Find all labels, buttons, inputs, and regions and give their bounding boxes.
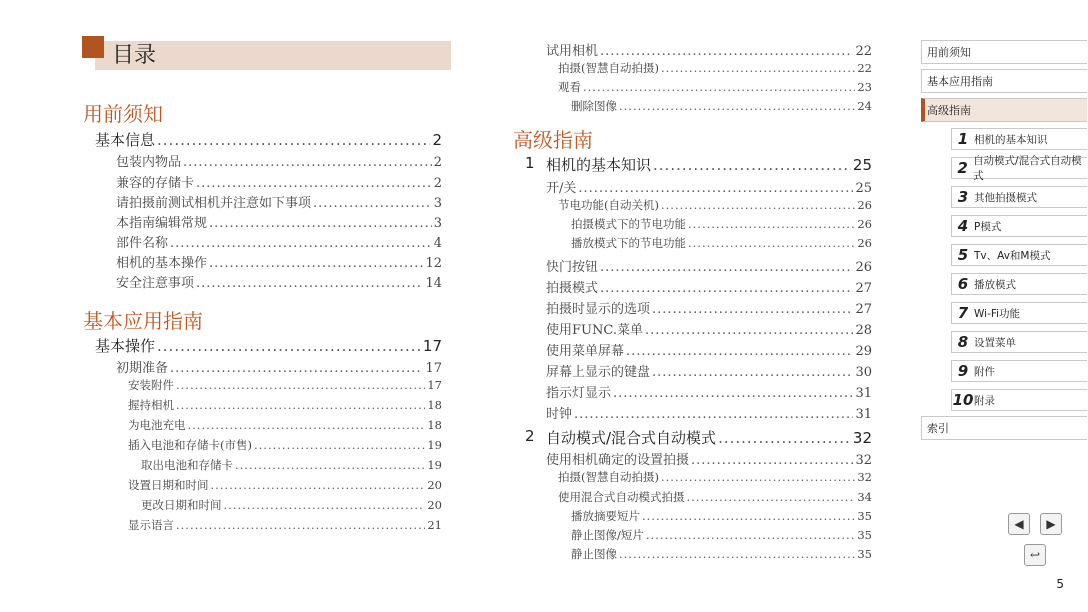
sidebar-chapter-9[interactable] bbox=[951, 360, 1087, 382]
toc-entry[interactable] bbox=[128, 477, 442, 493]
leader-dots bbox=[661, 61, 855, 75]
toc-entry[interactable] bbox=[128, 377, 442, 393]
toc-entry[interactable] bbox=[558, 489, 872, 505]
toc-entry-page: 17 bbox=[427, 378, 442, 392]
toc-entry-page: 29 bbox=[855, 344, 872, 359]
leader-dots bbox=[688, 217, 855, 231]
toc-entry-label: 使用相机确定的设置拍摄 bbox=[546, 453, 690, 468]
toc-entry[interactable] bbox=[546, 154, 872, 175]
leader-dots bbox=[235, 458, 425, 472]
toc-entry[interactable] bbox=[116, 212, 442, 231]
toc-entry[interactable] bbox=[571, 216, 872, 232]
title-marker bbox=[82, 36, 104, 58]
chapter-number: 10 bbox=[952, 391, 974, 409]
toc-entry-label: 播放摘要短片 bbox=[571, 509, 640, 523]
toc-entry-label: 拍摄模式 bbox=[546, 281, 599, 296]
chapter-number: 3 bbox=[957, 188, 969, 206]
toc-entry-page: 34 bbox=[857, 490, 872, 504]
toc-entry-label: 基本信息 bbox=[95, 131, 156, 149]
chapter-number-2: 2 bbox=[525, 427, 535, 445]
toc-entry[interactable] bbox=[116, 172, 442, 191]
toc-entry-label: 插入电池和存储卡(市售) bbox=[128, 438, 252, 452]
toc-entry[interactable] bbox=[116, 151, 442, 170]
chapter-label: 附件 bbox=[974, 365, 995, 378]
toc-entry-page: 4 bbox=[433, 236, 442, 251]
toc-entry-page: 35 bbox=[857, 509, 872, 523]
leader-dots bbox=[211, 478, 426, 492]
chapter-number: 4 bbox=[957, 217, 969, 235]
toc-entry[interactable] bbox=[116, 192, 442, 211]
toc-entry-label: 显示语言 bbox=[128, 518, 174, 532]
leader-dots bbox=[646, 528, 855, 542]
leader-dots bbox=[578, 181, 853, 196]
arrow-right-icon: ▶ bbox=[1046, 517, 1056, 531]
toc-entry[interactable] bbox=[546, 298, 872, 317]
toc-entry-page: 22 bbox=[857, 61, 872, 75]
return-button[interactable] bbox=[1024, 544, 1046, 566]
toc-entry-label: 节电功能(自动关机) bbox=[558, 198, 659, 212]
toc-entry-page: 2 bbox=[433, 155, 442, 170]
toc-entry-label: 更改日期和时间 bbox=[141, 498, 222, 512]
toc-entry-page: 28 bbox=[855, 323, 872, 338]
chapter-number: 6 bbox=[957, 275, 969, 293]
leader-dots bbox=[691, 453, 853, 468]
toc-entry[interactable] bbox=[128, 437, 442, 453]
sidebar-item-label: 基本应用指南 bbox=[927, 75, 993, 88]
toc-entry-page: 18 bbox=[427, 398, 442, 412]
toc-entry-page: 24 bbox=[857, 99, 872, 113]
toc-entry-page: 30 bbox=[855, 365, 872, 380]
page-title: 目录 bbox=[112, 43, 157, 68]
leader-dots bbox=[254, 438, 425, 452]
toc-entry-page: 3 bbox=[433, 196, 442, 211]
prev-page-button[interactable] bbox=[1008, 513, 1030, 535]
toc-entry-label: 观看 bbox=[558, 80, 581, 94]
toc-entry-label: 静止图像 bbox=[571, 547, 617, 561]
toc-entry[interactable] bbox=[571, 508, 872, 524]
toc-entry-page: 26 bbox=[857, 198, 872, 212]
toc-entry[interactable] bbox=[546, 449, 872, 468]
toc-entry-label: 拍摄(智慧自动拍摄) bbox=[558, 61, 659, 75]
toc-entry[interactable] bbox=[116, 357, 442, 376]
sidebar-chapter-4[interactable] bbox=[951, 215, 1087, 237]
toc-entry[interactable] bbox=[141, 497, 442, 513]
section-heading-advanced: 高级指南 bbox=[513, 128, 593, 152]
chapter-number: 2 bbox=[957, 159, 968, 177]
chapter-number: 8 bbox=[957, 333, 969, 351]
toc-entry-label: 安装附件 bbox=[128, 378, 174, 392]
leader-dots bbox=[583, 80, 855, 94]
toc-entry-page: 27 bbox=[855, 302, 872, 317]
leader-dots bbox=[642, 509, 855, 523]
sidebar-item-2[interactable] bbox=[921, 98, 1087, 122]
sidebar-item-label: 索引 bbox=[927, 422, 949, 435]
toc-entry-label: 开/关 bbox=[546, 181, 577, 196]
toc-entry-label: 屏幕上显示的键盘 bbox=[546, 365, 651, 380]
leader-dots bbox=[619, 547, 855, 561]
toc-entry[interactable] bbox=[116, 252, 442, 271]
toc-entry-label: 拍摄模式下的节电功能 bbox=[571, 217, 686, 231]
leader-dots bbox=[196, 176, 432, 191]
toc-entry[interactable] bbox=[141, 457, 442, 473]
toc-entry-label: 基本操作 bbox=[95, 337, 156, 355]
toc-entry[interactable] bbox=[546, 319, 872, 338]
toc-entry-page: 20 bbox=[427, 478, 442, 492]
toc-entry-page: 31 bbox=[855, 386, 872, 401]
leader-dots bbox=[653, 156, 851, 174]
leader-dots bbox=[645, 323, 853, 338]
toc-entry-label: 请拍摄前测试相机并注意如下事项 bbox=[116, 196, 312, 211]
toc-entry[interactable] bbox=[546, 277, 872, 296]
leader-dots bbox=[176, 518, 425, 532]
toc-entry-page: 19 bbox=[427, 438, 442, 452]
toc-entry-page: 21 bbox=[427, 518, 442, 532]
toc-entry-label: 使用菜单屏幕 bbox=[546, 344, 625, 359]
toc-entry-label: 静止图像/短片 bbox=[571, 528, 644, 542]
sidebar-chapter-3[interactable] bbox=[951, 186, 1087, 208]
toc-entry-page: 17 bbox=[425, 361, 442, 376]
toc-entry-label: 时钟 bbox=[546, 407, 573, 422]
toc-entry[interactable] bbox=[546, 382, 872, 401]
toc-entry-label: 取出电池和存储卡 bbox=[141, 458, 233, 472]
sidebar-chapter-6[interactable] bbox=[951, 273, 1087, 295]
chapter-label: 相机的基本知识 bbox=[974, 133, 1048, 146]
toc-entry[interactable] bbox=[128, 397, 442, 413]
toc-entry-label: 使用混合式自动模式拍摄 bbox=[558, 490, 685, 504]
chapter-label: 设置菜单 bbox=[974, 336, 1016, 349]
toc-entry[interactable] bbox=[128, 517, 442, 533]
chapter-label: 其他拍摄模式 bbox=[974, 191, 1037, 204]
toc-entry-label: 拍摄时显示的选项 bbox=[546, 302, 651, 317]
leader-dots bbox=[661, 198, 855, 212]
leader-dots bbox=[619, 99, 855, 113]
chapter-label: Tv、Av和M模式 bbox=[974, 249, 1051, 262]
sidebar-item-label: 高级指南 bbox=[927, 104, 971, 117]
toc-entry-label: 删除图像 bbox=[571, 99, 617, 113]
toc-entry-page: 26 bbox=[857, 236, 872, 250]
toc-entry[interactable] bbox=[546, 361, 872, 380]
toc-entry[interactable] bbox=[116, 232, 442, 251]
sidebar-item-index[interactable] bbox=[921, 416, 1087, 440]
leader-dots bbox=[196, 276, 423, 291]
chapter-label: 自动模式/混合式自动模式 bbox=[973, 155, 1082, 182]
toc-entry-page: 27 bbox=[855, 281, 872, 296]
leader-dots bbox=[600, 44, 853, 59]
toc-entry[interactable] bbox=[95, 335, 442, 356]
section-heading-before-use: 用前须知 bbox=[83, 102, 163, 126]
leader-dots bbox=[600, 281, 853, 296]
toc-entry[interactable] bbox=[571, 98, 872, 114]
toc-entry-label: 快门按钮 bbox=[546, 260, 599, 275]
toc-entry-label: 拍摄(智慧自动拍摄) bbox=[558, 470, 659, 484]
toc-entry-label: 自动模式/混合式自动模式 bbox=[546, 429, 717, 447]
sidebar-item-label: 用前须知 bbox=[927, 46, 971, 59]
toc-entry-page: 35 bbox=[857, 528, 872, 542]
chapter-number: 5 bbox=[957, 246, 969, 264]
leader-dots bbox=[718, 429, 851, 447]
toc-entry-page: 2 bbox=[433, 176, 442, 191]
toc-entry-label: 初期准备 bbox=[116, 361, 169, 376]
leader-dots bbox=[176, 378, 425, 392]
leader-dots bbox=[313, 196, 432, 211]
sidebar-chapter-2[interactable] bbox=[951, 155, 1087, 182]
toc-entry-page: 3 bbox=[433, 216, 442, 231]
leader-dots bbox=[176, 398, 425, 412]
toc-entry-page: 26 bbox=[855, 260, 872, 275]
sidebar-chapter-10[interactable] bbox=[951, 389, 1087, 411]
chapter-label: 附录 bbox=[974, 394, 995, 407]
leader-dots bbox=[652, 302, 853, 317]
toc-entry[interactable] bbox=[546, 427, 872, 448]
toc-entry[interactable] bbox=[546, 403, 872, 422]
toc-entry[interactable] bbox=[558, 197, 872, 213]
toc-entry-label: 握持相机 bbox=[128, 398, 174, 412]
chapter-number: 9 bbox=[957, 362, 969, 380]
toc-entry-page: 32 bbox=[852, 429, 872, 447]
toc-entry[interactable] bbox=[558, 469, 872, 485]
leader-dots bbox=[600, 260, 853, 275]
toc-entry-label: 设置日期和时间 bbox=[128, 478, 209, 492]
leader-dots bbox=[170, 361, 423, 376]
toc-entry[interactable] bbox=[571, 527, 872, 543]
toc-entry-page: 20 bbox=[427, 498, 442, 512]
toc-entry-label: 相机的基本操作 bbox=[116, 256, 208, 271]
toc-entry-label: 部件名称 bbox=[116, 236, 169, 251]
toc-entry[interactable] bbox=[571, 546, 872, 562]
toc-entry-page: 25 bbox=[855, 181, 872, 196]
toc-entry[interactable] bbox=[116, 272, 442, 291]
chapter-label: Wi-Fi功能 bbox=[974, 307, 1021, 320]
toc-entry[interactable] bbox=[558, 60, 872, 76]
page-number: 5 bbox=[1056, 577, 1064, 591]
toc-entry[interactable] bbox=[571, 235, 872, 251]
leader-dots bbox=[188, 418, 426, 432]
leader-dots bbox=[157, 131, 430, 149]
sidebar-chapter-5[interactable] bbox=[951, 244, 1087, 266]
sidebar-chapter-1[interactable] bbox=[951, 128, 1087, 150]
toc-entry-page: 18 bbox=[427, 418, 442, 432]
toc-entry-page: 2 bbox=[432, 131, 442, 149]
toc-entry-page: 26 bbox=[857, 217, 872, 231]
leader-dots bbox=[224, 498, 426, 512]
toc-entry-label: 兼容的存储卡 bbox=[116, 176, 195, 191]
leader-dots bbox=[170, 236, 432, 251]
arrow-left-icon: ◀ bbox=[1014, 517, 1024, 531]
toc-entry-label: 本指南编辑常规 bbox=[116, 216, 208, 231]
toc-entry-page: 23 bbox=[857, 80, 872, 94]
toc-entry[interactable] bbox=[128, 417, 442, 433]
leader-dots bbox=[688, 236, 855, 250]
leader-dots bbox=[626, 344, 853, 359]
toc-entry[interactable] bbox=[95, 129, 442, 150]
leader-dots bbox=[209, 256, 423, 271]
sidebar-item-1[interactable] bbox=[921, 69, 1087, 93]
toc-entry-label: 包装内物品 bbox=[116, 155, 182, 170]
toc-entry[interactable] bbox=[546, 40, 872, 59]
leader-dots bbox=[652, 365, 853, 380]
chapter-label: P模式 bbox=[974, 220, 1002, 233]
next-page-button[interactable] bbox=[1040, 513, 1062, 535]
sidebar-chapter-8[interactable] bbox=[951, 331, 1087, 353]
return-icon: ↩ bbox=[1029, 548, 1041, 562]
leader-dots bbox=[613, 386, 853, 401]
toc-entry-page: 14 bbox=[425, 276, 442, 291]
leader-dots bbox=[183, 155, 432, 170]
toc-entry-label: 试用相机 bbox=[546, 44, 599, 59]
toc-entry-page: 35 bbox=[857, 547, 872, 561]
toc-entry-page: 22 bbox=[855, 44, 872, 59]
toc-entry-label: 播放模式下的节电功能 bbox=[571, 236, 686, 250]
toc-entry-label: 指示灯显示 bbox=[546, 386, 612, 401]
toc-entry-page: 25 bbox=[852, 156, 872, 174]
leader-dots bbox=[574, 407, 853, 422]
toc-entry[interactable] bbox=[546, 340, 872, 359]
chapter-number: 1 bbox=[957, 130, 969, 148]
chapter-label: 播放模式 bbox=[974, 278, 1016, 291]
toc-entry-label: 相机的基本知识 bbox=[546, 156, 652, 174]
toc-entry-page: 31 bbox=[855, 407, 872, 422]
leader-dots bbox=[687, 490, 856, 504]
chapter-number: 7 bbox=[957, 304, 969, 322]
toc-entry-label: 安全注意事项 bbox=[116, 276, 195, 291]
toc-entry-page: 12 bbox=[425, 256, 442, 271]
leader-dots bbox=[209, 216, 432, 231]
toc-entry-label: 使用FUNC.菜单 bbox=[546, 323, 643, 338]
toc-entry-page: 17 bbox=[422, 337, 442, 355]
section-heading-basic-guide: 基本应用指南 bbox=[83, 309, 203, 333]
toc-entry[interactable] bbox=[546, 177, 872, 196]
toc-entry-page: 32 bbox=[855, 453, 872, 468]
toc-entry[interactable] bbox=[558, 79, 872, 95]
toc-entry-label: 为电池充电 bbox=[128, 418, 186, 432]
sidebar-chapter-7[interactable] bbox=[951, 302, 1087, 324]
sidebar-item-0[interactable] bbox=[921, 40, 1087, 64]
leader-dots bbox=[661, 470, 855, 484]
toc-entry-page: 32 bbox=[857, 470, 872, 484]
chapter-number-1: 1 bbox=[525, 154, 535, 172]
toc-entry-page: 19 bbox=[427, 458, 442, 472]
toc-entry[interactable] bbox=[546, 256, 872, 275]
leader-dots bbox=[157, 337, 421, 355]
